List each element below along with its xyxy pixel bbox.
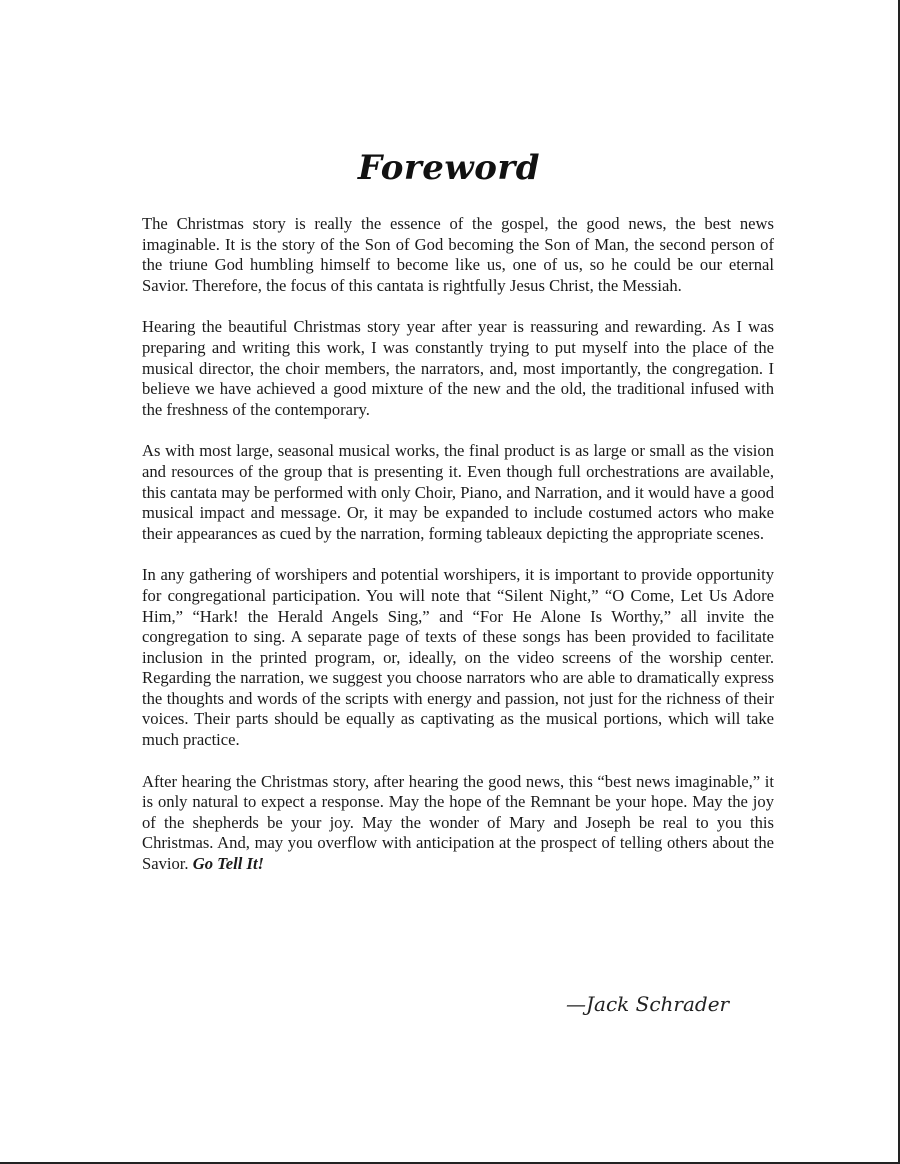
page-title: Foreword	[357, 148, 541, 188]
paragraph-1: The Christmas story is really the essence of the gospel, the good news, the best news imaginable. It is the story of the Son of God becoming the Son of Man, the second person of the triune God humbling himself to become like us, one of us, so he could be our eternal Savior. Therefore, the focus of this cantata is rightfully Jesus Christ, the Messiah.	[142, 214, 774, 295]
closing-emphasis: Go Tell It!	[192, 854, 265, 874]
paragraph-2: Hearing the beautiful Christmas story year after year is reassuring and rewarding. As I was preparing and writing this work, I was constantly trying to put myself into the place of the musical director, the choir members, the narrators, and, most importantly, the congregation. I believe we have achieved a good mixture of the new and the old, the traditional infused with the freshness of the contemporary.	[142, 317, 774, 419]
paragraph-3: As with most large, seasonal musical works, the final product is as large or small as the vision and resources of the group that is presenting it. Even though full orchestrations are available, this cantata may be performed with only Choir, Piano, and Narration, and it would have a good musical impact and message. Or, it may be expanded to include costumed actors who make their appearances as cued by the narration, forming tableaux depicting the appropriate scenes.	[142, 441, 774, 543]
foreword-body	[142, 214, 774, 896]
paragraph-5-text: After hearing the Christmas story, after hearing the good news, this “best news imaginable,” it is only natural to expect a response. May the hope of the Remnant be your hope. May the joy of the shepherds be your joy. May the wonder of Mary and Joseph be real to you this Christmas. And, may you overflow with anticipation at the prospect of telling others about the Savior.	[142, 771, 774, 874]
paragraph-5	[142, 772, 774, 875]
paragraph-4: In any gathering of worshipers and potential worshipers, it is important to provide opportunity for congregational participation. You will note that “Silent Night,” “O Come, Let Us Adore Him,” “Hark! the Herald Angels Sing,” and “For He Alone Is Worthy,” all invite the congregation to sing. A separate page of texts of these songs has been provided to facilitate inclusion in the printed program, or, ideally, on the video screens of the worship center. Regarding the narration, we suggest you choose narrators who are able to dramatically express the thoughts and words of the scripts with energy and passion, not just for the richness of their voices. Their parts should be equally as captivating as the musical portions, which will take much practice.	[142, 565, 774, 750]
author-signature: —Jack Schrader	[566, 992, 730, 1016]
